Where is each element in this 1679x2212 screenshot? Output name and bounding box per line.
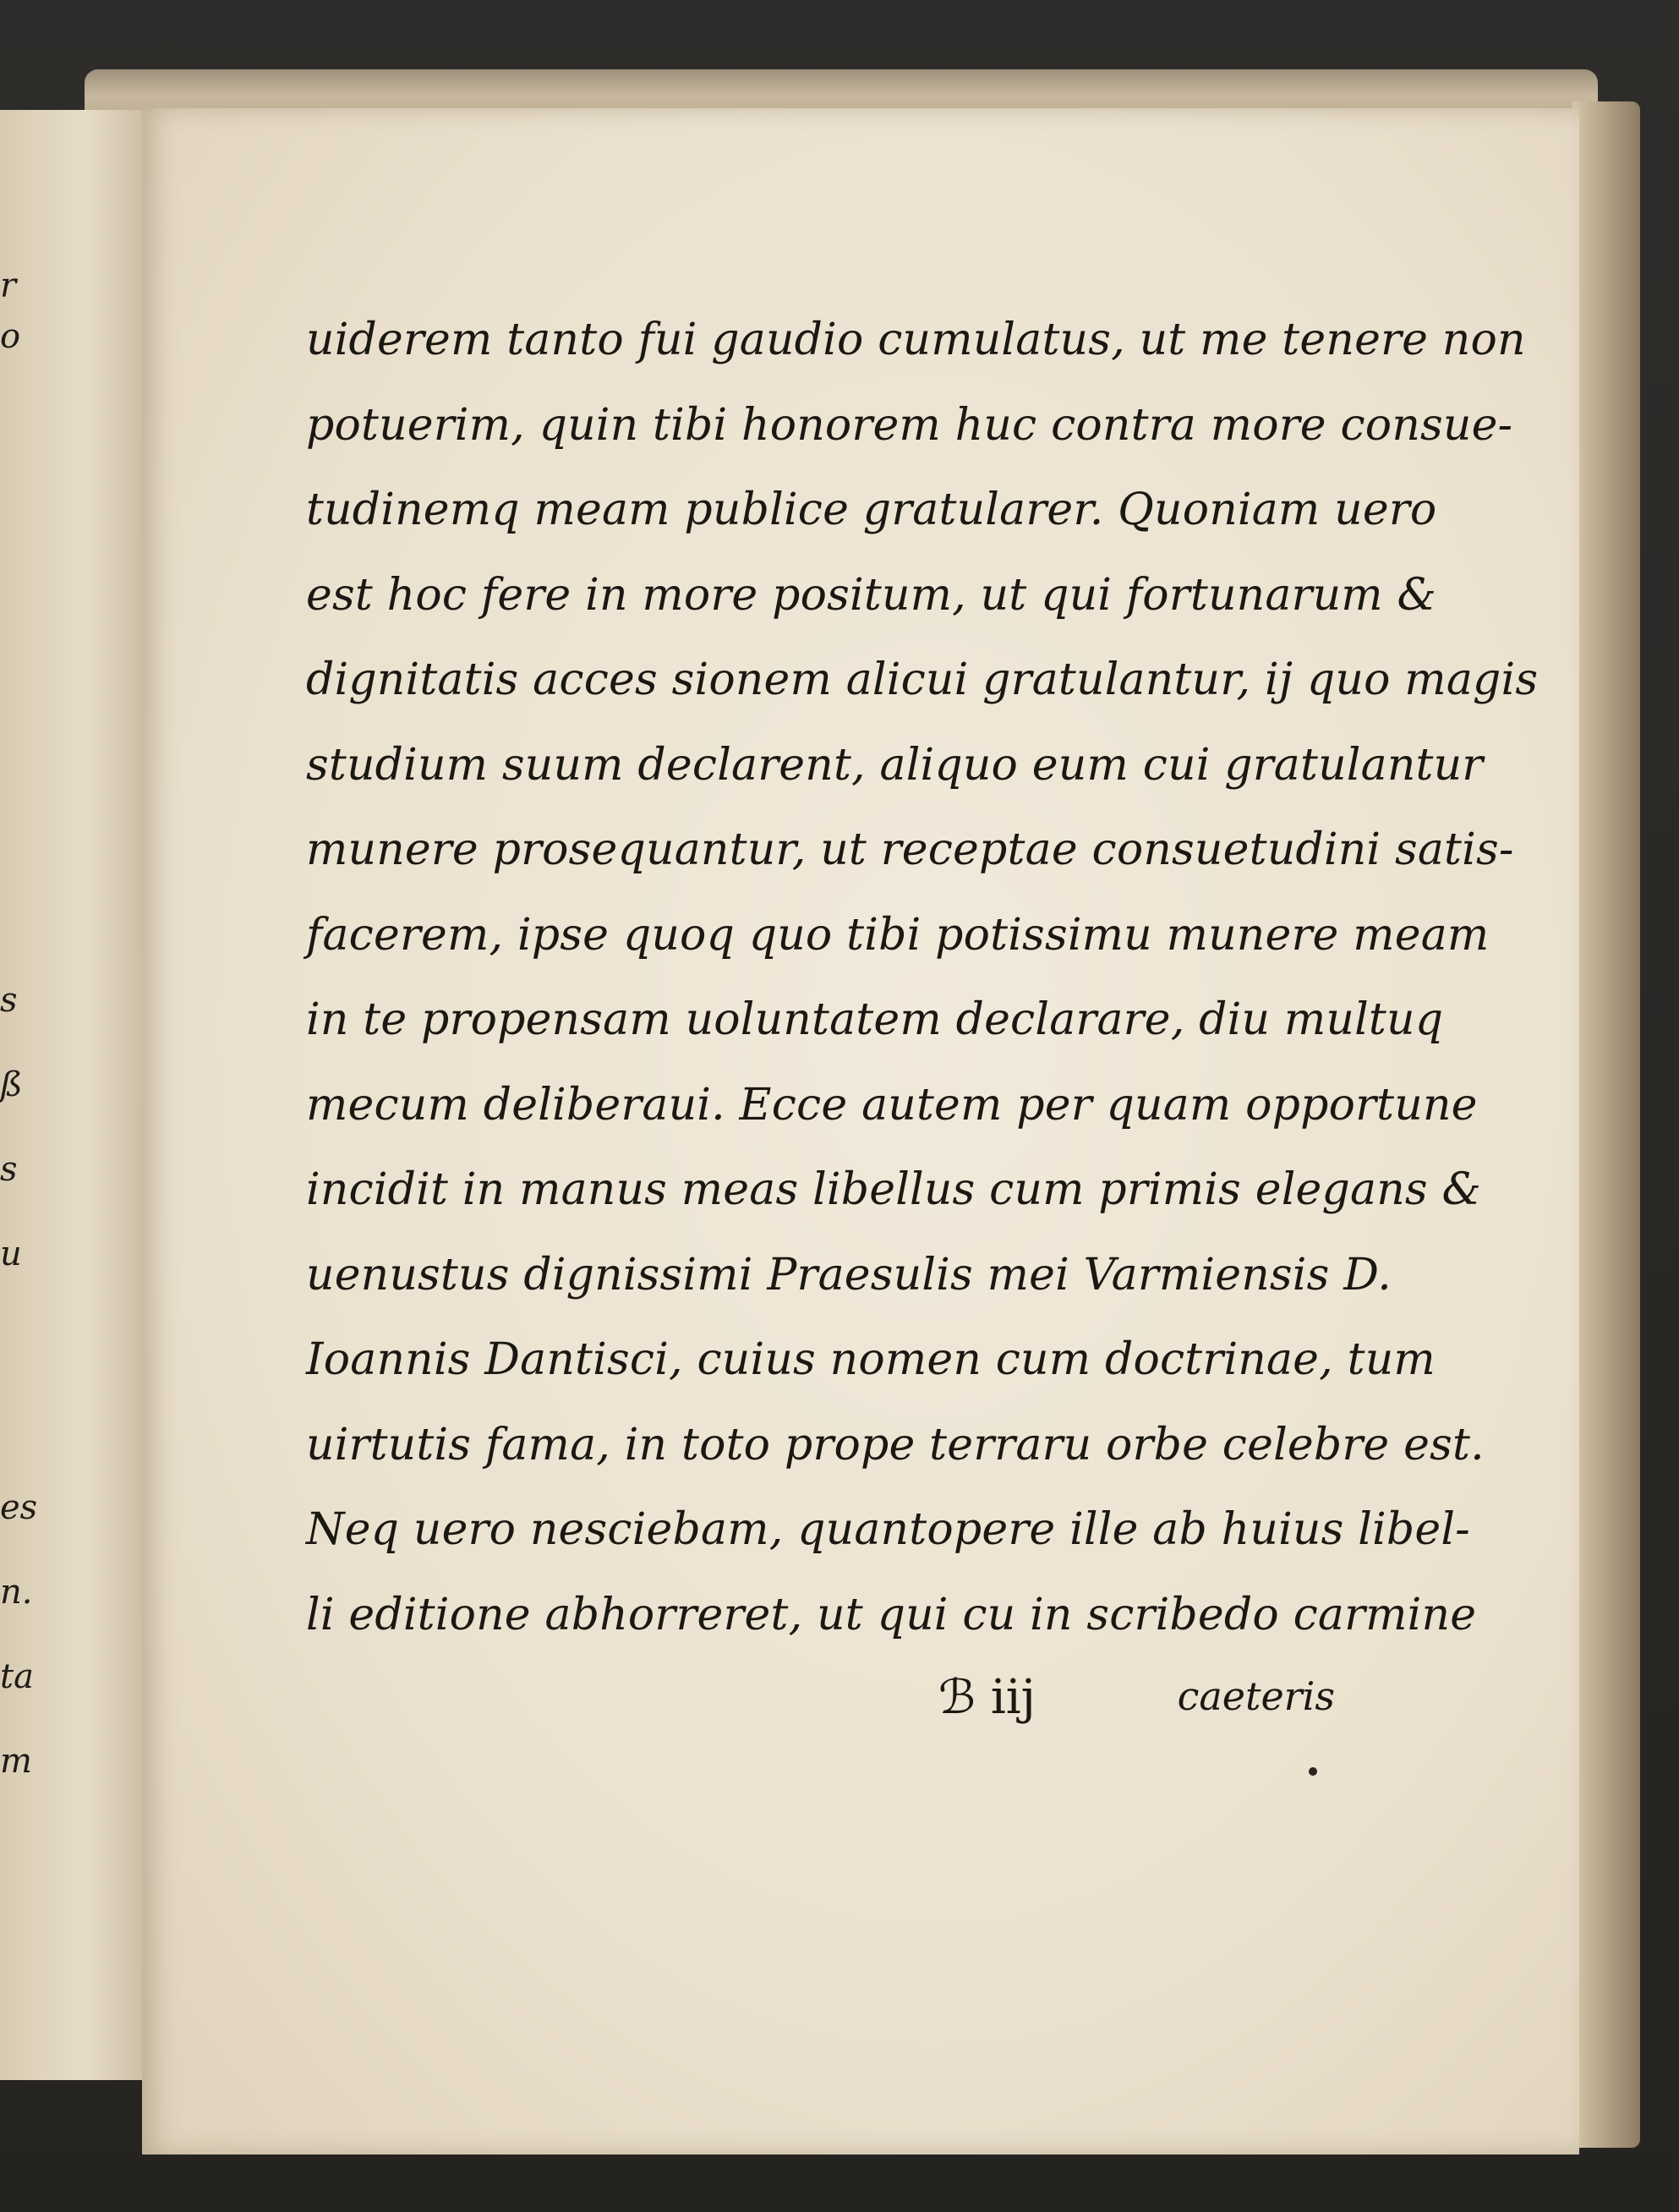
page-footer	[306, 1662, 1342, 1746]
text-line: tudinemq meam publice gratularer. Quoniam uero	[306, 485, 1437, 535]
text-line: munere prosequantur, ut receptae consuetudini satis-	[306, 824, 1514, 875]
text-line: facerem, ipse quoq quo tibi potissimu munere meam	[306, 909, 1490, 961]
left-page-fragment: n.	[0, 1573, 33, 1612]
text-line: in te propensam uoluntatem declarare, diu multuq	[306, 994, 1444, 1045]
left-page-fragment: u	[0, 1235, 22, 1273]
left-page-fragment: s	[0, 981, 18, 1020]
left-facing-page	[0, 110, 144, 2080]
signature-mark: ℬ iij	[938, 1670, 1036, 1725]
text-line: Neq uero nesciebam, quantopere ille ab huius libel-	[306, 1504, 1470, 1555]
text-line: studium suum declarent, aliquo eum cui gratulantur	[306, 739, 1484, 791]
left-page-fragment: s	[0, 1150, 18, 1189]
text-line: potuerim, quin tibi honorem huc contra more consue-	[306, 399, 1513, 451]
catchword: caeteris	[1177, 1673, 1335, 1719]
text-line: mecum deliberaui. Ecce autem per quam opportune	[306, 1079, 1478, 1131]
left-page-fragment: es	[0, 1488, 38, 1527]
text-line: li editione abhorreret, ut qui cu in scribedo carmine	[306, 1589, 1477, 1640]
text-line: uenustus dignissimi Praesulis mei Varmiensis D.	[306, 1249, 1392, 1300]
text-line: uiderem tanto fui gaudio cumulatus, ut me tenere non	[306, 315, 1526, 365]
text-line: Ioannis Dantisci, cuius nomen cum doctrinae, tum	[306, 1334, 1436, 1385]
ink-dot	[1309, 1767, 1317, 1776]
left-page-fragment: o	[0, 317, 21, 356]
left-page-fragment: ß	[0, 1065, 23, 1104]
left-page-fragment: m	[0, 1742, 32, 1781]
text-line: dignitatis acces sionem alicui gratulantur, ij quo magis	[306, 654, 1539, 705]
text-line: est hoc fere in more positum, ut qui fortunarum &	[306, 569, 1437, 621]
page-body-text	[306, 298, 1539, 1657]
text-line: uirtutis fama, in toto prope terraru orbe celebre est.	[306, 1419, 1485, 1470]
left-page-fragment: r	[0, 266, 17, 305]
text-line: incidit in manus meas libellus cum primis elegans &	[306, 1164, 1482, 1215]
page-edges-right	[1572, 101, 1640, 2148]
left-page-fragment: ta	[0, 1657, 34, 1696]
